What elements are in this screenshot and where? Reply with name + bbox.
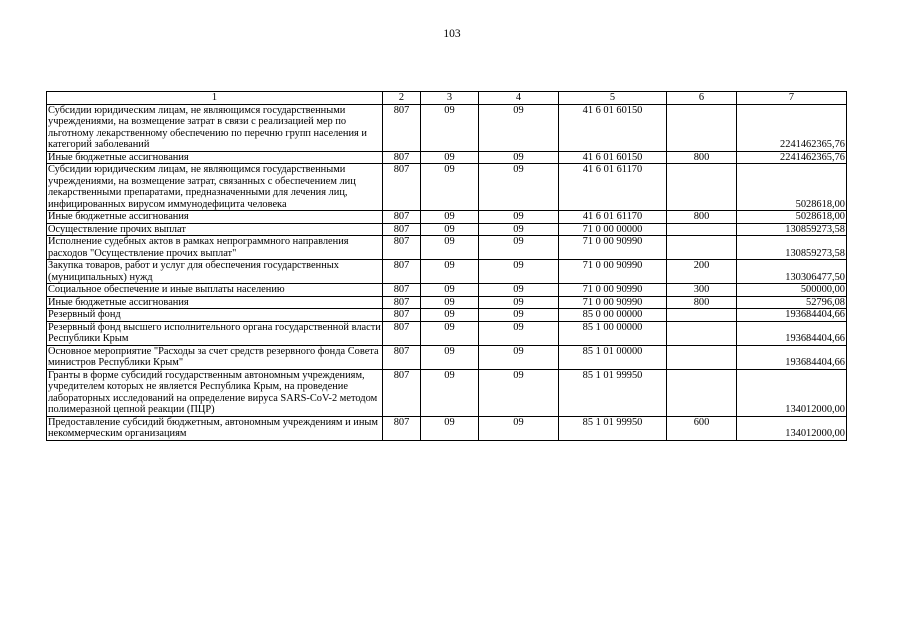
expense-type-cell xyxy=(667,164,737,211)
table-row xyxy=(47,416,847,440)
section-cell: 09 xyxy=(421,296,479,309)
target-article-cell: 71 0 00 90990 xyxy=(559,260,667,284)
amount-cell: 193684404,66 xyxy=(737,321,847,345)
target-article-cell: 41 6 01 60150 xyxy=(559,151,667,164)
target-article-cell: 85 1 01 99950 xyxy=(559,416,667,440)
amount-cell: 134012000,00 xyxy=(737,416,847,440)
target-article-cell: 41 6 01 61170 xyxy=(559,164,667,211)
expense-type-cell: 800 xyxy=(667,211,737,224)
column-header: 2 xyxy=(383,92,421,105)
amount-cell: 193684404,66 xyxy=(737,309,847,322)
column-header: 6 xyxy=(667,92,737,105)
row-name-cell: Предоставление субсидий бюджетным, автономным учреждениям и иным некоммерческим организациям xyxy=(47,416,383,440)
section-cell: 09 xyxy=(421,223,479,236)
ministry-code-cell: 807 xyxy=(383,369,421,416)
row-name-cell: Резервный фонд xyxy=(47,309,383,322)
subsection-cell: 09 xyxy=(479,260,559,284)
row-name-cell: Иные бюджетные ассигнования xyxy=(47,296,383,309)
column-header: 7 xyxy=(737,92,847,105)
table-row xyxy=(47,321,847,345)
expense-type-cell xyxy=(667,321,737,345)
expense-type-cell: 600 xyxy=(667,416,737,440)
table-row xyxy=(47,236,847,260)
budget-table xyxy=(46,91,847,441)
expense-type-cell: 200 xyxy=(667,260,737,284)
expense-type-cell xyxy=(667,369,737,416)
row-name-cell: Гранты в форме субсидий государственным автономным учреждениям, учредителем которых не является Республика Крым, на проведение лабораторных исследований на определение вируса SARS-CoV-2 методом полимеразной цепной реакции (ПЦР) xyxy=(47,369,383,416)
column-header: 5 xyxy=(559,92,667,105)
target-article-cell: 41 6 01 60150 xyxy=(559,104,667,151)
section-cell: 09 xyxy=(421,260,479,284)
subsection-cell: 09 xyxy=(479,416,559,440)
ministry-code-cell: 807 xyxy=(383,284,421,297)
ministry-code-cell: 807 xyxy=(383,321,421,345)
section-cell: 09 xyxy=(421,211,479,224)
ministry-code-cell: 807 xyxy=(383,223,421,236)
amount-cell: 134012000,00 xyxy=(737,369,847,416)
subsection-cell: 09 xyxy=(479,321,559,345)
section-cell: 09 xyxy=(421,151,479,164)
section-cell: 09 xyxy=(421,236,479,260)
ministry-code-cell: 807 xyxy=(383,309,421,322)
ministry-code-cell: 807 xyxy=(383,260,421,284)
target-article-cell: 41 6 01 61170 xyxy=(559,211,667,224)
ministry-code-cell: 807 xyxy=(383,345,421,369)
subsection-cell: 09 xyxy=(479,296,559,309)
subsection-cell: 09 xyxy=(479,345,559,369)
section-cell: 09 xyxy=(421,104,479,151)
section-cell: 09 xyxy=(421,321,479,345)
expense-type-cell: 800 xyxy=(667,151,737,164)
expense-type-cell xyxy=(667,236,737,260)
table-row xyxy=(47,223,847,236)
target-article-cell: 85 1 00 00000 xyxy=(559,321,667,345)
ministry-code-cell: 807 xyxy=(383,296,421,309)
table-row xyxy=(47,151,847,164)
column-header: 1 xyxy=(47,92,383,105)
expense-type-cell: 300 xyxy=(667,284,737,297)
expense-type-cell xyxy=(667,104,737,151)
amount-cell: 193684404,66 xyxy=(737,345,847,369)
amount-cell: 130859273,58 xyxy=(737,236,847,260)
ministry-code-cell: 807 xyxy=(383,416,421,440)
ministry-code-cell: 807 xyxy=(383,236,421,260)
ministry-code-cell: 807 xyxy=(383,211,421,224)
table-row xyxy=(47,345,847,369)
subsection-cell: 09 xyxy=(479,369,559,416)
section-cell: 09 xyxy=(421,369,479,416)
amount-cell: 2241462365,76 xyxy=(737,151,847,164)
row-name-cell: Резервный фонд высшего исполнительного органа государственной власти Республики Крым xyxy=(48,321,381,344)
subsection-cell: 09 xyxy=(479,309,559,322)
target-article-cell: 71 0 00 90990 xyxy=(559,284,667,297)
target-article-cell: 85 1 01 00000 xyxy=(559,345,667,369)
section-cell: 09 xyxy=(421,345,479,369)
expense-type-cell xyxy=(667,345,737,369)
subsection-cell: 09 xyxy=(479,223,559,236)
table-row xyxy=(47,164,847,211)
amount-cell: 5028618,00 xyxy=(737,164,847,211)
row-name-cell: Субсидии юридическим лицам, не являющимся государственными учреждениями, на возмещение затрат в связи с реализацией мер по льготному лекарственному обеспечению по перечню групп населения и категорий заболеваний xyxy=(47,104,383,151)
row-name-cell: Исполнение судебных актов в рамках непрограммного направления расходов "Осуществление прочих выплат" xyxy=(47,236,383,260)
section-cell: 09 xyxy=(421,309,479,322)
amount-cell: 500000,00 xyxy=(737,284,847,297)
table-row xyxy=(47,284,847,297)
row-name-cell: Субсидии юридическим лицам, не являющимся государственными учреждениями, на возмещение затрат, связанных с обеспечением лиц лекарственными препаратами, предназначенными для лечения лиц, инфицированных вирусом иммунодефицита человека xyxy=(47,164,383,211)
row-name-cell: Иные бюджетные ассигнования xyxy=(47,211,383,224)
amount-cell: 130859273,58 xyxy=(737,223,847,236)
section-cell: 09 xyxy=(421,164,479,211)
row-name-cell: Иные бюджетные ассигнования xyxy=(47,151,383,164)
subsection-cell: 09 xyxy=(479,151,559,164)
target-article-cell: 85 0 00 00000 xyxy=(559,309,667,322)
subsection-cell: 09 xyxy=(479,236,559,260)
expense-type-cell xyxy=(667,309,737,322)
table-row xyxy=(47,296,847,309)
table-row xyxy=(47,369,847,416)
section-cell: 09 xyxy=(421,284,479,297)
ministry-code-cell: 807 xyxy=(383,104,421,151)
page-number: 103 xyxy=(443,28,461,40)
table-row xyxy=(47,260,847,284)
table-header-row xyxy=(47,92,847,105)
subsection-cell: 09 xyxy=(479,211,559,224)
target-article-cell: 71 0 00 90990 xyxy=(559,236,667,260)
ministry-code-cell: 807 xyxy=(383,151,421,164)
row-name-cell: Социальное обеспечение и иные выплаты населению xyxy=(47,284,383,297)
ministry-code-cell: 807 xyxy=(383,164,421,211)
amount-cell: 5028618,00 xyxy=(737,211,847,224)
row-name-cell: Основное мероприятие "Расходы за счет средств резервного фонда Совета министров Республики Крым" xyxy=(47,345,383,369)
subsection-cell: 09 xyxy=(479,164,559,211)
column-header: 3 xyxy=(421,92,479,105)
subsection-cell: 09 xyxy=(479,104,559,151)
expense-type-cell: 800 xyxy=(667,296,737,309)
expense-type-cell xyxy=(667,223,737,236)
section-cell: 09 xyxy=(421,416,479,440)
subsection-cell: 09 xyxy=(479,284,559,297)
table-row xyxy=(47,104,847,151)
target-article-cell: 71 0 00 90990 xyxy=(559,296,667,309)
column-header: 4 xyxy=(479,92,559,105)
target-article-cell: 71 0 00 00000 xyxy=(559,223,667,236)
row-name-cell: Закупка товаров, работ и услуг для обеспечения государственных (муниципальных) нужд xyxy=(47,260,383,284)
table-row xyxy=(47,309,847,322)
amount-cell: 52796,08 xyxy=(737,296,847,309)
amount-cell: 130306477,50 xyxy=(737,260,847,284)
table-row xyxy=(47,211,847,224)
row-name-cell: Осуществление прочих выплат xyxy=(47,223,383,236)
target-article-cell: 85 1 01 99950 xyxy=(559,369,667,416)
amount-cell: 2241462365,76 xyxy=(737,104,847,151)
